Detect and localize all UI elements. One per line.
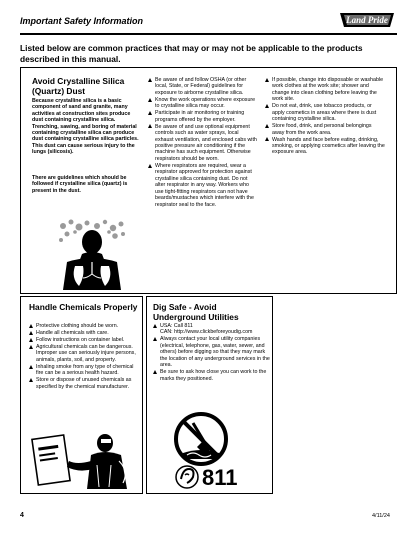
list-item: Always contact your local utility companies (electrical, telephone, gas, water, sewer, and others) before digging so that they may mark the location of any underground services in the area.	[153, 336, 272, 368]
handle-chemicals-section	[20, 296, 143, 494]
warning-triangle-icon	[265, 78, 269, 82]
warning-triangle-icon	[265, 104, 269, 108]
list-item: Do not eat, drink, use tobacco products, or apply cosmetics in areas where there is dust containing crystalline silica.	[265, 103, 385, 122]
chemical-handling-illustration	[29, 431, 135, 491]
header-title: Important Safety Information	[20, 16, 144, 26]
list-item: Follow instructions on container label.	[29, 337, 139, 343]
list-item: Where respirators are required, wear a respirator approved for protection against crystalline silica containing dust. Do not alter respirator in any way. Workers who use tight-fitting respirators can not have beards/mustaches which interfere with the respirator seal to the face.	[148, 163, 258, 208]
handle-chemicals-title: Handle Chemicals Properly	[29, 302, 138, 312]
warning-triangle-icon	[29, 331, 33, 335]
warning-triangle-icon	[148, 164, 152, 168]
handle-chemicals-list	[29, 323, 139, 391]
no-digging-811-illustration	[171, 409, 251, 491]
warning-triangle-icon	[29, 365, 33, 369]
warning-triangle-icon	[153, 337, 157, 341]
warning-triangle-icon	[29, 338, 33, 342]
list-item: Be sure to ask how close you can work to the marks they positioned.	[153, 369, 272, 382]
crystalline-silica-intro: Because crystalline silica is a basic component of sand and granite, many activities at construction sites produce dust containing crystalline silica. Trenching, sawing, and boring of material containing crystalline silica can produce dust containing crystalline silica particles. This dust can cause serious injury to the lungs (silicosis).	[32, 98, 139, 156]
dig-safe-title: Dig Safe - Avoid Underground Utilities	[153, 302, 239, 322]
crystalline-silica-guidelines: There are guidelines which should be followed if crystalline silica (quartz) is present in the dust.	[32, 175, 128, 194]
list-item: Store or dispose of unused chemicals as specified by the chemical manufacturer.	[29, 377, 139, 390]
header-rule	[20, 33, 397, 35]
crystalline-silica-title: Avoid Crystalline Silica (Quartz) Dust	[32, 76, 125, 96]
list-item: Know the work operations where exposure to crystalline silica may occur.	[148, 97, 258, 110]
list-item: Inhaling smoke from any type of chemical fire can be a serious health hazard.	[29, 364, 139, 377]
intro-text: Listed below are common practices that may or may not be applicable to the products described in this manual.	[20, 43, 363, 64]
list-item: Protective clothing should be worn.	[29, 323, 139, 329]
dust-inhalation-illustration	[53, 218, 131, 290]
warning-triangle-icon	[265, 137, 269, 141]
crystalline-silica-section	[20, 67, 397, 294]
warning-triangle-icon	[29, 378, 33, 382]
list-item: Agricultural chemicals can be dangerous. Improper use can seriously injure persons, animals, plants, soil, and property.	[29, 344, 139, 363]
list-item: Wash hands and face before eating, drinking, smoking, or applying cosmetics after leaving the exposure area.	[265, 137, 385, 156]
list-item: Handle all chemicals with care.	[29, 330, 139, 336]
dig-safe-section	[146, 296, 273, 494]
list-item: Be aware of and follow OSHA (or other local, State, or Federal) guidelines for exposure to airborne crystalline silica.	[148, 77, 258, 96]
land-pride-logo	[338, 10, 396, 30]
logo-text: Land Pride	[346, 15, 388, 25]
warning-triangle-icon	[265, 124, 269, 128]
warning-triangle-icon	[29, 345, 33, 349]
crystalline-silica-list-middle	[148, 77, 258, 209]
list-item: Store food, drink, and personal belongings away from the work area.	[265, 123, 385, 136]
warning-triangle-icon	[148, 98, 152, 102]
warning-triangle-icon	[148, 111, 152, 115]
list-item: Participate in air monitoring or training programs offered by the employer.	[148, 110, 258, 123]
warning-triangle-icon	[29, 324, 33, 328]
page-number: 4	[20, 512, 24, 519]
list-item: Be aware of and use optional equipment controls such as water sprays, local exhaust ventilation, and enclosed cabs with positive pressure air conditioning if the machine has such equipment. Otherwise respirators should be worn.	[148, 124, 258, 163]
warning-triangle-icon	[148, 124, 152, 128]
warning-triangle-icon	[148, 78, 152, 82]
warning-triangle-icon	[153, 324, 157, 328]
warning-triangle-icon	[153, 370, 157, 374]
revision-date: 4/11/24	[372, 513, 390, 519]
list-item: USA: Call 811 CAN: http://www.clickbeforeyoudig.com	[153, 323, 272, 336]
dig-811-number: 811	[202, 465, 238, 490]
dig-safe-list	[153, 323, 272, 383]
list-item: If possible, change into disposable or washable work clothes at the work site; shower and change into clean clothing before leaving the work site.	[265, 77, 385, 103]
crystalline-silica-list-right	[265, 77, 385, 156]
